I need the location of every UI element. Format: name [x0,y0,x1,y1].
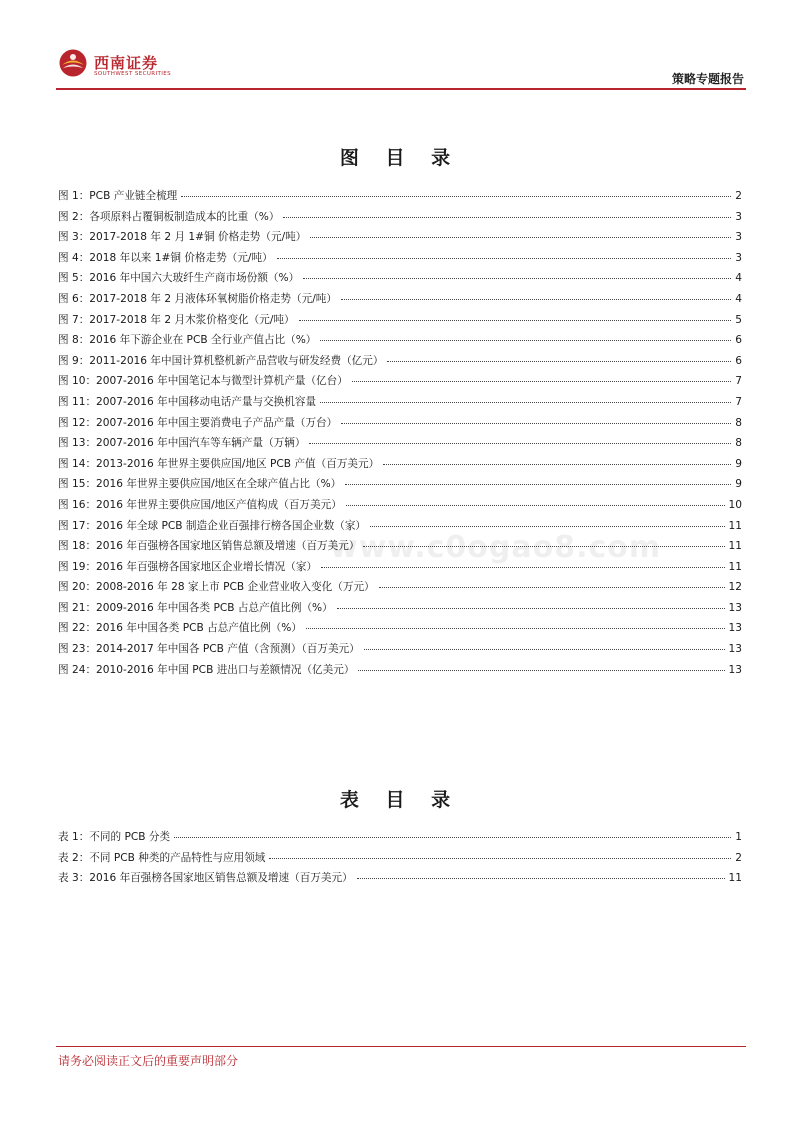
toc-dot-leader [383,464,731,465]
figures-toc-title: 图 目 录 [339,147,461,169]
toc-entry-title: 图 22：2016 年中国各类 PCB 占总产值比例（%） [58,622,302,635]
toc-page-number: 11 [728,872,742,885]
toc-dot-leader [364,649,725,650]
toc-entry-title: 图 13：2007-2016 年中国汽车等车辆产量（万辆） [58,437,306,450]
toc-entry[interactable] [58,188,742,209]
toc-page-number: 10 [728,498,742,511]
toc-entry-title: 表 1：不同的 PCB 分类 [58,831,171,843]
toc-dot-leader [370,526,724,527]
toc-page-number: 7 [735,395,742,408]
toc-dot-leader [306,628,725,629]
toc-entry-title: 图 8：2016 年下游企业在 PCB 全行业产值占比（%） [58,334,317,347]
company-logo [56,44,216,84]
toc-entry-title: 图 17：2016 年全球 PCB 制造企业百强排行榜各国企业数（家） [58,519,367,532]
toc-page-number: 5 [735,313,742,326]
toc-dot-leader [341,299,731,300]
toc-dot-leader [283,217,731,218]
toc-dot-leader [321,567,724,568]
report-type-label: 策略专题报告 [671,72,744,86]
toc-entry[interactable] [58,497,742,518]
toc-entry-title: 表 3：2016 年百强榜各国家地区销售总额及增速（百万美元） [58,872,353,885]
toc-entry-title: 图 9：2011-2016 年中国计算机整机新产品营收与研发经费（亿元） [58,354,384,367]
toc-page-number: 7 [735,375,742,388]
toc-entry-title: 图 20：2008-2016 年 28 家上市 PCB 企业营业收入变化（万元） [58,581,375,594]
toc-dot-leader [303,278,731,279]
toc-entry[interactable] [58,312,742,333]
toc-entry[interactable] [58,641,742,662]
toc-page-number: 13 [728,643,742,656]
toc-entry-title: 图 24：2010-2016 年中国 PCB 进出口与差额情况（亿美元） [58,663,355,676]
toc-dot-leader [299,320,732,321]
toc-dot-leader [181,196,731,197]
tables-toc-title: 表 目 录 [339,789,461,811]
toc-entry[interactable] [58,600,742,621]
toc-dot-leader [337,608,725,609]
toc-page-number: 3 [735,231,742,244]
toc-page-number: 11 [728,560,742,573]
toc-entry-title: 图 4：2018 年以来 1#铜 价格走势（元/吨） [58,251,273,264]
toc-page-number: 2 [735,190,742,202]
logo-english-name: SOUTHWEST SECURITIES [94,71,172,77]
logo-chinese-name: 西南证券 [94,54,159,72]
toc-entry-title: 图 15：2016 年世界主要供应国/地区在全球产值占比（%） [58,478,342,491]
toc-entry[interactable] [58,229,742,250]
tables-toc-list [58,829,742,891]
toc-entry[interactable] [58,456,742,477]
toc-entry-title: 图 2：各项原料占覆铜板制造成本的比重（%） [58,210,280,223]
toc-page-number: 8 [735,416,742,429]
toc-page-number: 8 [735,437,742,450]
toc-entry-title: 图 19：2016 年百强榜各国家地区企业增长情况（家） [58,560,318,573]
toc-entry-title: 表 2：不同 PCB 种类的产品特性与应用领域 [58,851,266,864]
toc-page-number: 13 [728,601,742,614]
toc-dot-leader [352,381,731,382]
toc-dot-leader [341,423,731,424]
toc-dot-leader [277,258,732,259]
toc-dot-leader [346,505,725,506]
toc-dot-leader [320,402,731,403]
toc-entry-title: 图 14：2013-2016 年世界主要供应国/地区 PCB 产值（百万美元） [58,457,380,470]
toc-entry-title: 图 18：2016 年百强榜各国家地区销售总额及增速（百万美元） [58,540,360,553]
toc-entry-title: 图 6：2017-2018 年 2 月液体环氧树脂价格走势（元/吨） [58,292,337,305]
toc-entry-title: 图 16：2016 年世界主要供应国/地区产值构成（百万美元） [58,498,342,511]
toc-entry-title: 图 5：2016 年中国六大玻纤生产商市场份额（%） [58,272,300,285]
toc-dot-leader [345,484,731,485]
toc-entry[interactable] [58,435,742,456]
toc-entry[interactable] [58,394,742,415]
disclaimer-note: 请务必阅读正文后的重要声明部分 [58,1054,239,1068]
toc-page-number: 2 [735,851,742,864]
toc-page-number: 12 [728,581,742,594]
toc-entry[interactable] [58,332,742,353]
toc-page-number: 4 [735,272,742,285]
toc-entry[interactable] [58,353,742,374]
toc-entry[interactable] [58,291,742,312]
toc-entry-title: 图 7：2017-2018 年 2 月木浆价格变化（元/吨） [58,313,295,326]
toc-entry[interactable] [58,870,742,891]
toc-page-number: 13 [728,663,742,676]
toc-dot-leader [357,878,725,879]
toc-entry-title: 图 23：2014-2017 年中国各 PCB 产值（含预测）（百万美元） [58,643,360,656]
toc-page-number: 11 [728,519,742,532]
toc-page-number: 9 [735,457,742,470]
toc-entry-title: 图 11：2007-2016 年中国移动电话产量与交换机容量 [58,395,317,408]
toc-dot-leader [310,237,731,238]
toc-entry-title: 图 3：2017-2018 年 2 月 1#铜 价格走势（元/吨） [58,231,307,244]
toc-page-number: 11 [728,540,742,553]
toc-page-number: 4 [735,292,742,305]
toc-entry[interactable] [58,620,742,641]
toc-page-number: 3 [735,251,742,264]
toc-entry-title: 图 1：PCB 产业链全梳理 [58,190,178,202]
toc-page-number: 6 [735,354,742,367]
footer-divider [56,1046,746,1047]
toc-entry[interactable] [58,579,742,600]
figures-toc-list [58,188,742,682]
page-header [56,44,746,90]
toc-entry[interactable] [58,850,742,871]
toc-dot-leader [174,837,731,838]
toc-entry-title: 图 21：2009-2016 年中国各类 PCB 占总产值比例（%） [58,601,333,614]
toc-dot-leader [387,361,731,362]
toc-entry[interactable] [58,829,742,850]
toc-page-number: 6 [735,334,742,347]
toc-entry[interactable] [58,415,742,436]
toc-dot-leader [358,670,724,671]
toc-page-number: 1 [735,831,742,843]
toc-entry-title: 图 10：2007-2016 年中国笔记本与微型计算机产量（亿台） [58,375,348,388]
toc-entry[interactable] [58,250,742,271]
toc-entry[interactable] [58,373,742,394]
toc-entry-title: 图 12：2007-2016 年中国主要消费电子产品产量（万台） [58,416,338,429]
toc-entry[interactable] [58,476,742,497]
toc-dot-leader [309,443,731,444]
toc-entry[interactable] [58,270,742,291]
header-divider [56,88,746,90]
watermark: www.c0ogao8.com [330,530,662,565]
logo-emblem-icon [58,48,88,78]
toc-dot-leader [320,340,731,341]
toc-dot-leader [269,858,731,859]
toc-page-number: 3 [735,210,742,223]
toc-page-number: 13 [728,622,742,635]
toc-entry[interactable] [58,662,742,683]
toc-dot-leader [379,587,725,588]
toc-entry[interactable] [58,209,742,230]
toc-page-number: 9 [735,478,742,491]
